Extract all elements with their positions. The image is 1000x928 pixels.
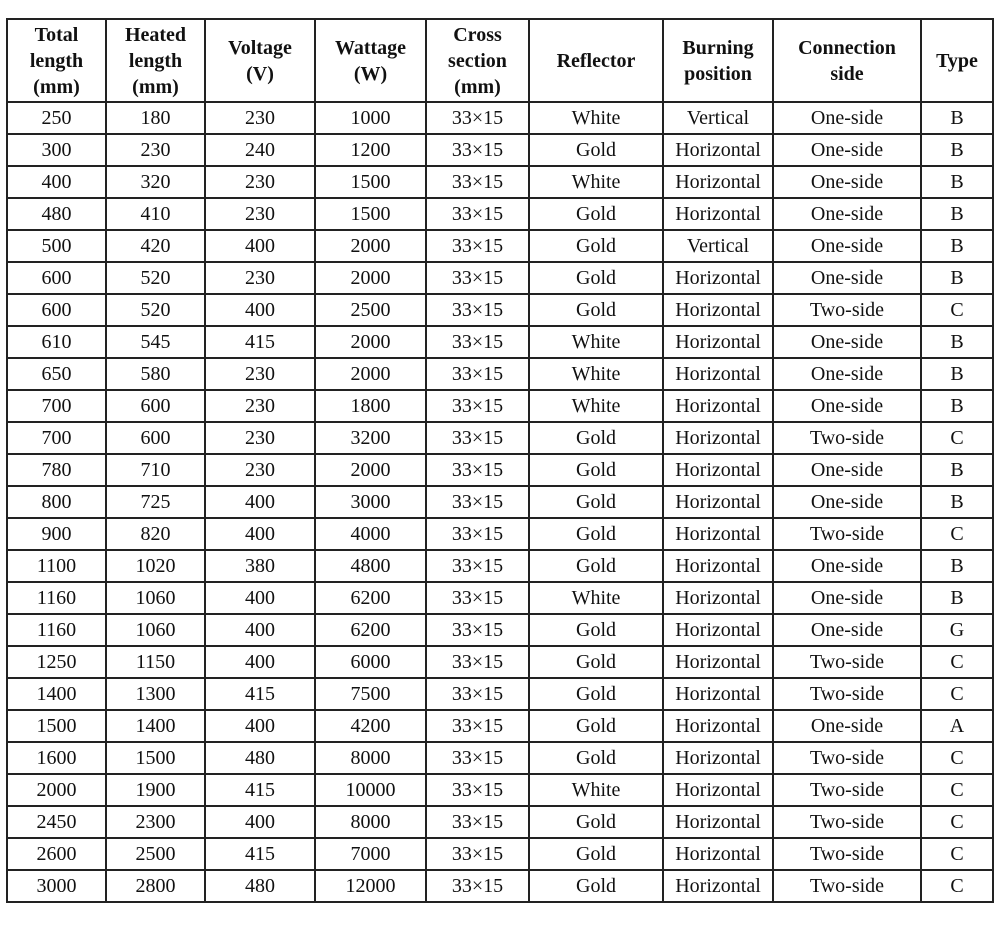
- cell-burning-position: Horizontal: [663, 582, 773, 614]
- table-row: [7, 390, 993, 422]
- column-header-line: (W): [353, 62, 388, 85]
- cell-burning-position: Horizontal: [663, 326, 773, 358]
- cell-type: B: [921, 582, 993, 614]
- column-header-burning-position: [663, 19, 773, 102]
- cell-connection-side: One-side: [773, 326, 921, 358]
- cell-burning-position: Horizontal: [663, 550, 773, 582]
- cell-voltage: 230: [205, 422, 315, 454]
- cell-type: C: [921, 646, 993, 678]
- cell-heated-length: 1300: [106, 678, 205, 710]
- cell-type: C: [921, 838, 993, 870]
- cell-voltage: 415: [205, 838, 315, 870]
- cell-cross-section: 33×15: [426, 742, 529, 774]
- cell-wattage: 8000: [315, 806, 426, 838]
- column-header-line: side: [830, 62, 864, 85]
- cell-total-length: 1100: [7, 550, 106, 582]
- cell-cross-section: 33×15: [426, 230, 529, 262]
- cell-burning-position: Horizontal: [663, 166, 773, 198]
- cell-burning-position: Horizontal: [663, 134, 773, 166]
- cell-voltage: 480: [205, 870, 315, 902]
- cell-connection-side: One-side: [773, 166, 921, 198]
- cell-type: B: [921, 550, 993, 582]
- cell-total-length: 700: [7, 390, 106, 422]
- column-header-line: position: [684, 62, 752, 85]
- cell-cross-section: 33×15: [426, 646, 529, 678]
- column-header-connection-side: [773, 19, 921, 102]
- cell-heated-length: 180: [106, 102, 205, 134]
- column-header-line: (mm): [33, 75, 80, 98]
- cell-type: B: [921, 230, 993, 262]
- cell-voltage: 230: [205, 390, 315, 422]
- cell-heated-length: 520: [106, 294, 205, 326]
- cell-connection-side: One-side: [773, 582, 921, 614]
- cell-cross-section: 33×15: [426, 134, 529, 166]
- cell-heated-length: 725: [106, 486, 205, 518]
- cell-burning-position: Horizontal: [663, 358, 773, 390]
- cell-reflector: White: [529, 166, 663, 198]
- cell-voltage: 400: [205, 230, 315, 262]
- column-header-line: (V): [246, 62, 274, 85]
- cell-wattage: 6200: [315, 582, 426, 614]
- column-header-line: (mm): [132, 75, 179, 98]
- table-row: [7, 294, 993, 326]
- cell-type: C: [921, 294, 993, 326]
- cell-reflector: Gold: [529, 454, 663, 486]
- cell-burning-position: Horizontal: [663, 614, 773, 646]
- cell-wattage: 2000: [315, 262, 426, 294]
- table-row: [7, 774, 993, 806]
- cell-wattage: 1000: [315, 102, 426, 134]
- cell-cross-section: 33×15: [426, 806, 529, 838]
- cell-reflector: Gold: [529, 710, 663, 742]
- cell-type: B: [921, 262, 993, 294]
- cell-wattage: 2000: [315, 358, 426, 390]
- cell-connection-side: Two-side: [773, 678, 921, 710]
- cell-wattage: 1500: [315, 166, 426, 198]
- cell-wattage: 3200: [315, 422, 426, 454]
- cell-burning-position: Horizontal: [663, 742, 773, 774]
- cell-total-length: 780: [7, 454, 106, 486]
- cell-reflector: Gold: [529, 646, 663, 678]
- cell-heated-length: 1060: [106, 614, 205, 646]
- cell-reflector: White: [529, 326, 663, 358]
- column-header-line: Reflector: [556, 49, 636, 72]
- cell-heated-length: 820: [106, 518, 205, 550]
- cell-total-length: 480: [7, 198, 106, 230]
- cell-wattage: 2500: [315, 294, 426, 326]
- cell-burning-position: Horizontal: [663, 838, 773, 870]
- cell-voltage: 400: [205, 486, 315, 518]
- cell-burning-position: Horizontal: [663, 870, 773, 902]
- table-row: [7, 518, 993, 550]
- column-header-line: Total: [34, 23, 79, 46]
- cell-wattage: 12000: [315, 870, 426, 902]
- cell-wattage: 7500: [315, 678, 426, 710]
- cell-wattage: 6000: [315, 646, 426, 678]
- cell-type: B: [921, 102, 993, 134]
- cell-voltage: 230: [205, 166, 315, 198]
- cell-reflector: Gold: [529, 614, 663, 646]
- cell-type: C: [921, 870, 993, 902]
- table-row: [7, 134, 993, 166]
- column-header-cross-section: [426, 19, 529, 102]
- table-row: [7, 678, 993, 710]
- table-row: [7, 166, 993, 198]
- table-body: [7, 102, 993, 902]
- cell-reflector: Gold: [529, 742, 663, 774]
- cell-burning-position: Horizontal: [663, 422, 773, 454]
- table-row: [7, 838, 993, 870]
- cell-reflector: Gold: [529, 486, 663, 518]
- cell-type: C: [921, 518, 993, 550]
- table-row: [7, 262, 993, 294]
- cell-reflector: Gold: [529, 678, 663, 710]
- cell-connection-side: One-side: [773, 710, 921, 742]
- cell-burning-position: Horizontal: [663, 294, 773, 326]
- cell-connection-side: One-side: [773, 262, 921, 294]
- cell-cross-section: 33×15: [426, 198, 529, 230]
- cell-voltage: 415: [205, 774, 315, 806]
- cell-connection-side: One-side: [773, 230, 921, 262]
- cell-total-length: 1250: [7, 646, 106, 678]
- cell-wattage: 8000: [315, 742, 426, 774]
- cell-type: B: [921, 198, 993, 230]
- cell-type: A: [921, 710, 993, 742]
- cell-heated-length: 230: [106, 134, 205, 166]
- cell-heated-length: 1900: [106, 774, 205, 806]
- cell-cross-section: 33×15: [426, 614, 529, 646]
- cell-wattage: 10000: [315, 774, 426, 806]
- cell-total-length: 1500: [7, 710, 106, 742]
- cell-voltage: 230: [205, 102, 315, 134]
- cell-wattage: 1500: [315, 198, 426, 230]
- cell-wattage: 2000: [315, 454, 426, 486]
- cell-heated-length: 2300: [106, 806, 205, 838]
- cell-cross-section: 33×15: [426, 550, 529, 582]
- cell-burning-position: Horizontal: [663, 262, 773, 294]
- cell-heated-length: 600: [106, 422, 205, 454]
- cell-burning-position: Horizontal: [663, 678, 773, 710]
- cell-total-length: 1160: [7, 614, 106, 646]
- table-row: [7, 742, 993, 774]
- cell-heated-length: 520: [106, 262, 205, 294]
- cell-type: B: [921, 486, 993, 518]
- table-row: [7, 102, 993, 134]
- cell-reflector: Gold: [529, 262, 663, 294]
- cell-connection-side: One-side: [773, 614, 921, 646]
- cell-reflector: Gold: [529, 422, 663, 454]
- cell-total-length: 650: [7, 358, 106, 390]
- cell-heated-length: 710: [106, 454, 205, 486]
- cell-voltage: 400: [205, 294, 315, 326]
- cell-connection-side: One-side: [773, 134, 921, 166]
- column-header-voltage: [205, 19, 315, 102]
- cell-connection-side: One-side: [773, 102, 921, 134]
- cell-heated-length: 420: [106, 230, 205, 262]
- cell-burning-position: Horizontal: [663, 198, 773, 230]
- cell-heated-length: 2800: [106, 870, 205, 902]
- cell-voltage: 400: [205, 806, 315, 838]
- cell-connection-side: One-side: [773, 358, 921, 390]
- table-row: [7, 230, 993, 262]
- cell-connection-side: One-side: [773, 198, 921, 230]
- cell-connection-side: One-side: [773, 454, 921, 486]
- cell-cross-section: 33×15: [426, 774, 529, 806]
- cell-heated-length: 320: [106, 166, 205, 198]
- cell-voltage: 230: [205, 262, 315, 294]
- column-header-line: length: [29, 49, 84, 72]
- cell-connection-side: Two-side: [773, 742, 921, 774]
- column-header-line: Connection: [798, 36, 896, 59]
- column-header-total-length: [7, 19, 106, 102]
- cell-connection-side: Two-side: [773, 646, 921, 678]
- cell-connection-side: Two-side: [773, 838, 921, 870]
- table-row: [7, 550, 993, 582]
- cell-voltage: 230: [205, 454, 315, 486]
- cell-connection-side: One-side: [773, 486, 921, 518]
- cell-total-length: 1400: [7, 678, 106, 710]
- cell-cross-section: 33×15: [426, 358, 529, 390]
- cell-connection-side: Two-side: [773, 294, 921, 326]
- cell-reflector: Gold: [529, 230, 663, 262]
- cell-reflector: White: [529, 774, 663, 806]
- cell-total-length: 610: [7, 326, 106, 358]
- cell-burning-position: Horizontal: [663, 454, 773, 486]
- cell-heated-length: 600: [106, 390, 205, 422]
- cell-burning-position: Vertical: [663, 102, 773, 134]
- cell-reflector: Gold: [529, 806, 663, 838]
- column-header-line: Burning: [682, 36, 754, 59]
- column-header-reflector: [529, 19, 663, 102]
- cell-reflector: Gold: [529, 838, 663, 870]
- cell-heated-length: 1060: [106, 582, 205, 614]
- cell-reflector: Gold: [529, 518, 663, 550]
- cell-reflector: White: [529, 390, 663, 422]
- cell-reflector: Gold: [529, 134, 663, 166]
- cell-total-length: 250: [7, 102, 106, 134]
- table-row: [7, 422, 993, 454]
- cell-burning-position: Horizontal: [663, 390, 773, 422]
- cell-total-length: 700: [7, 422, 106, 454]
- cell-reflector: Gold: [529, 294, 663, 326]
- cell-heated-length: 545: [106, 326, 205, 358]
- cell-voltage: 400: [205, 582, 315, 614]
- cell-total-length: 2000: [7, 774, 106, 806]
- cell-total-length: 2600: [7, 838, 106, 870]
- cell-voltage: 230: [205, 358, 315, 390]
- spec-table: [6, 18, 994, 903]
- cell-heated-length: 1020: [106, 550, 205, 582]
- cell-cross-section: 33×15: [426, 678, 529, 710]
- cell-type: C: [921, 806, 993, 838]
- cell-total-length: 300: [7, 134, 106, 166]
- cell-cross-section: 33×15: [426, 838, 529, 870]
- cell-type: B: [921, 390, 993, 422]
- cell-total-length: 800: [7, 486, 106, 518]
- cell-wattage: 4000: [315, 518, 426, 550]
- cell-heated-length: 1400: [106, 710, 205, 742]
- cell-voltage: 240: [205, 134, 315, 166]
- cell-voltage: 380: [205, 550, 315, 582]
- cell-cross-section: 33×15: [426, 262, 529, 294]
- cell-voltage: 230: [205, 198, 315, 230]
- cell-burning-position: Vertical: [663, 230, 773, 262]
- cell-total-length: 2450: [7, 806, 106, 838]
- cell-type: B: [921, 134, 993, 166]
- cell-voltage: 480: [205, 742, 315, 774]
- cell-heated-length: 580: [106, 358, 205, 390]
- cell-burning-position: Horizontal: [663, 806, 773, 838]
- cell-cross-section: 33×15: [426, 454, 529, 486]
- cell-cross-section: 33×15: [426, 166, 529, 198]
- column-header-line: Voltage: [228, 36, 292, 59]
- cell-voltage: 400: [205, 710, 315, 742]
- cell-type: C: [921, 678, 993, 710]
- column-header-line: Cross: [453, 23, 502, 46]
- cell-total-length: 400: [7, 166, 106, 198]
- table-row: [7, 454, 993, 486]
- column-header-line: length: [128, 49, 183, 72]
- table-row: [7, 710, 993, 742]
- column-header-wattage: [315, 19, 426, 102]
- cell-voltage: 415: [205, 326, 315, 358]
- cell-heated-length: 2500: [106, 838, 205, 870]
- table-row: [7, 806, 993, 838]
- cell-wattage: 4800: [315, 550, 426, 582]
- cell-burning-position: Horizontal: [663, 646, 773, 678]
- cell-cross-section: 33×15: [426, 582, 529, 614]
- cell-wattage: 4200: [315, 710, 426, 742]
- cell-reflector: Gold: [529, 870, 663, 902]
- table-row: [7, 614, 993, 646]
- cell-total-length: 3000: [7, 870, 106, 902]
- cell-total-length: 1600: [7, 742, 106, 774]
- cell-type: B: [921, 358, 993, 390]
- table-row: [7, 646, 993, 678]
- cell-reflector: White: [529, 102, 663, 134]
- cell-total-length: 600: [7, 294, 106, 326]
- cell-cross-section: 33×15: [426, 294, 529, 326]
- cell-voltage: 415: [205, 678, 315, 710]
- header-row: [7, 19, 993, 102]
- cell-total-length: 600: [7, 262, 106, 294]
- cell-connection-side: Two-side: [773, 774, 921, 806]
- cell-wattage: 1800: [315, 390, 426, 422]
- cell-cross-section: 33×15: [426, 710, 529, 742]
- cell-total-length: 900: [7, 518, 106, 550]
- table-row: [7, 582, 993, 614]
- table-row: [7, 486, 993, 518]
- table-row: [7, 326, 993, 358]
- cell-wattage: 7000: [315, 838, 426, 870]
- column-header-line: Type: [936, 49, 978, 72]
- cell-connection-side: Two-side: [773, 422, 921, 454]
- cell-wattage: 3000: [315, 486, 426, 518]
- column-header-line: Heated: [124, 23, 187, 46]
- cell-burning-position: Horizontal: [663, 486, 773, 518]
- cell-burning-position: Horizontal: [663, 774, 773, 806]
- cell-heated-length: 410: [106, 198, 205, 230]
- cell-wattage: 2000: [315, 326, 426, 358]
- cell-connection-side: Two-side: [773, 806, 921, 838]
- cell-reflector: White: [529, 582, 663, 614]
- cell-reflector: Gold: [529, 198, 663, 230]
- cell-connection-side: Two-side: [773, 518, 921, 550]
- cell-voltage: 400: [205, 646, 315, 678]
- cell-wattage: 1200: [315, 134, 426, 166]
- cell-burning-position: Horizontal: [663, 518, 773, 550]
- cell-total-length: 500: [7, 230, 106, 262]
- cell-type: G: [921, 614, 993, 646]
- cell-type: B: [921, 326, 993, 358]
- column-header-line: (mm): [454, 75, 501, 98]
- table-row: [7, 198, 993, 230]
- cell-voltage: 400: [205, 614, 315, 646]
- cell-total-length: 1160: [7, 582, 106, 614]
- cell-connection-side: Two-side: [773, 870, 921, 902]
- cell-cross-section: 33×15: [426, 326, 529, 358]
- cell-cross-section: 33×15: [426, 390, 529, 422]
- cell-wattage: 6200: [315, 614, 426, 646]
- cell-cross-section: 33×15: [426, 486, 529, 518]
- cell-burning-position: Horizontal: [663, 710, 773, 742]
- table-row: [7, 870, 993, 902]
- cell-type: C: [921, 422, 993, 454]
- cell-reflector: White: [529, 358, 663, 390]
- cell-type: C: [921, 774, 993, 806]
- column-header-line: section: [448, 49, 507, 72]
- cell-cross-section: 33×15: [426, 870, 529, 902]
- cell-type: B: [921, 166, 993, 198]
- column-header-line: Wattage: [334, 36, 407, 59]
- cell-cross-section: 33×15: [426, 422, 529, 454]
- cell-heated-length: 1500: [106, 742, 205, 774]
- column-header-heated-length: [106, 19, 205, 102]
- cell-wattage: 2000: [315, 230, 426, 262]
- cell-type: C: [921, 742, 993, 774]
- cell-type: B: [921, 454, 993, 486]
- cell-connection-side: One-side: [773, 390, 921, 422]
- table-row: [7, 358, 993, 390]
- cell-cross-section: 33×15: [426, 518, 529, 550]
- cell-heated-length: 1150: [106, 646, 205, 678]
- cell-reflector: Gold: [529, 550, 663, 582]
- column-header-type: [921, 19, 993, 102]
- cell-voltage: 400: [205, 518, 315, 550]
- cell-cross-section: 33×15: [426, 102, 529, 134]
- cell-connection-side: One-side: [773, 550, 921, 582]
